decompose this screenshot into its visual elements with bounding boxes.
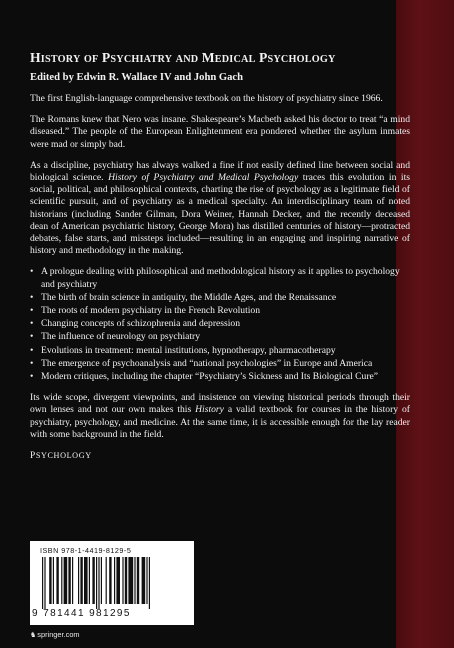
barcode-bar <box>92 557 94 604</box>
bullet-item: • Modern critiques, including the chapter “Psychiatry’s Sickness and Its Biological Cure” <box>30 371 410 383</box>
contents-bullet-list <box>30 266 410 383</box>
barcode-bar <box>137 557 139 604</box>
barcode-bar <box>146 557 147 604</box>
nero-paragraph: The Romans knew that Nero was insane. Shakespeare’s Macbeth asked his doctor to treat “a mind diseased.” The people of the European Enlightenment era pondered whether the asylum inmates were mad or simply bad. <box>30 114 410 150</box>
editors-line: Edited by Edwin R. Wallace IV and John Gach <box>30 72 244 83</box>
barcode-bar <box>78 557 79 604</box>
barcode-bar <box>72 557 73 604</box>
discipline-text-a: As a discipline, psychiatry has always walked a fine if not easily defined line between social and biological science. <box>30 159 410 184</box>
barcode-bar <box>44 557 45 609</box>
barcode-bar <box>142 557 146 604</box>
closing-text-b: a valid textbook for courses in the history of psychiatry, psychology, and medicine. At the same time, it is accessible enough for the lay reader with some background in the field. <box>30 404 410 440</box>
barcode-bar <box>122 557 123 604</box>
barcode-bar <box>42 557 43 609</box>
barcode-bar <box>106 557 107 604</box>
title-word: PSYCHOLOGY <box>258 50 336 65</box>
closing-text-a: Its wide scope, divergent viewpoints, and insistence on viewing historical periods through their own lenses and not our own makes this <box>30 392 410 416</box>
barcode-box <box>30 541 194 625</box>
barcode-bar <box>128 557 133 604</box>
title-word: HISTORY <box>30 50 81 65</box>
title-word: PSYCHIATRY <box>101 50 173 65</box>
bullet-item: • Evolutions in treatment: mental institutions, hypnotherapy, pharmacotherapy <box>30 345 410 357</box>
barcode-bar <box>116 557 120 604</box>
bullet-item: • The birth of brain science in antiquity, the Middle Ages, and the Renaissance <box>30 292 410 304</box>
discipline-text-b: traces this evolution in its social, political, and philosophical contexts, charting the rise of psychology as a legitimate field of scientific pursuit, and of psychiatry as a medical specialty. An interdisciplinary team of noted historians (including Sander Gilman, Dora Weiner, Hannah Decker, and the recently deceased dean of American psychiatric history, George Mora) has distilled centuries of history—protracted debates, false starts, and missteps included—resulting in an engaging and inspiring narrative of history and methodology in the making. <box>30 172 410 257</box>
intro-paragraph: The first English-language comprehensive textbook on the history of psychiatry since 1966. <box>30 93 383 104</box>
knight-chess-icon: ♞ <box>30 632 37 639</box>
title-word: MEDICAL <box>201 50 256 65</box>
isbn-label: ISBN 978-1-4419-8129-5 <box>40 546 132 555</box>
title-word: OF <box>83 54 99 65</box>
barcode-bar <box>109 557 111 604</box>
barcode-bar <box>53 557 54 604</box>
book-title <box>30 50 410 67</box>
barcode-bar <box>134 557 135 604</box>
closing-book-title: History <box>195 404 224 416</box>
barcode-bar <box>149 557 150 609</box>
barcode-bar <box>101 557 102 604</box>
barcode-bar <box>89 557 90 604</box>
barcode-bar <box>61 557 62 604</box>
closing-paragraph <box>30 392 410 441</box>
back-cover-text <box>30 50 410 472</box>
barcode-bar <box>80 557 82 604</box>
bullet-item: • The emergence of psychoanalysis and “national psychologies” in Europe and America <box>30 358 410 370</box>
bullet-item: • The roots of modern psychiatry in the French Revolution <box>30 305 410 317</box>
barcode-digits: 9 781441 981295 <box>32 608 131 619</box>
title-word: AND <box>175 54 199 65</box>
barcode-bar <box>49 557 51 604</box>
barcode-bar <box>64 557 68 604</box>
bullet-item: • A prologue dealing with philosophical and methodological history as it applies to psychology and psychiatry <box>30 266 410 290</box>
barcode-bar <box>68 557 70 604</box>
barcode-bar <box>56 557 58 604</box>
discipline-paragraph <box>30 160 410 258</box>
barcode-bar <box>125 557 127 604</box>
barcode-bar <box>84 557 88 604</box>
bullet-item: • The influence of neurology on psychiatry <box>30 331 410 343</box>
barcode-bar <box>98 557 99 609</box>
subject-category: PSYCHOLOGY <box>30 451 92 462</box>
bullet-item: • Changing concepts of schizophrenia and depression <box>30 318 410 330</box>
publisher-site: springer.com <box>37 630 80 639</box>
barcode-bar <box>114 557 115 604</box>
barcode-bars <box>42 557 182 609</box>
publisher-footer <box>30 630 80 639</box>
discipline-book-title: History of Psychiatry and Medical Psychology <box>108 172 299 184</box>
barcode-bar <box>96 557 97 609</box>
